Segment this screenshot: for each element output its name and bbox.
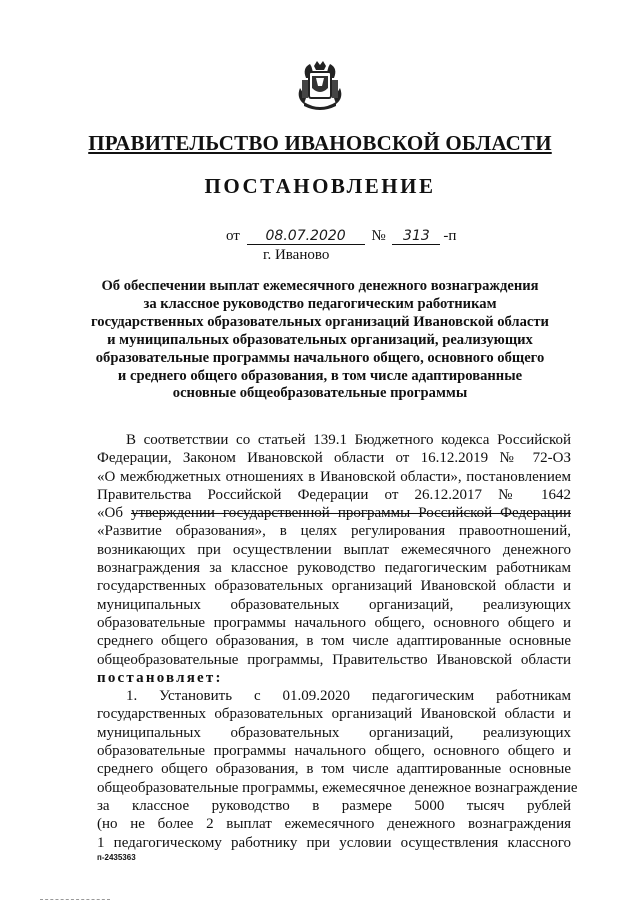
body-line: муниципальных образовательных организаций, реализующих [97, 596, 571, 613]
resolution-word: постановляет: [97, 669, 223, 686]
body-line: образовательные программы начального общего, основного общего и [97, 614, 571, 631]
body-text: «Об [97, 505, 131, 522]
subject-line: образовательные программы начального общего, основного общего [95, 349, 545, 366]
body-line: общеобразовательные программы, ежемесячное денежное вознаграждение [97, 779, 578, 796]
subject-line: основные общеобразовательные программы [172, 385, 468, 402]
body-line: Правительства Российской Федерации от 26.12.2017 № 1642 [97, 486, 571, 503]
document-body [97, 431, 578, 852]
document-type: ПОСТАНОВЛЕНИЕ [204, 174, 436, 198]
body-line: (но не более 2 выплат ежемесячного денежного вознаграждения [97, 816, 571, 833]
body-line: «О межбюджетных отношениях в Ивановской области», постановлением [97, 468, 571, 485]
body-line: муниципальных образовательных организаций, реализующих [97, 724, 571, 741]
subject-line: государственных образовательных организаций Ивановской области [91, 313, 549, 330]
body-line [97, 504, 571, 522]
body-line: 1 педагогическому работнику при условии осуществления классного [97, 834, 571, 851]
date-prefix: от [226, 228, 240, 244]
city: г. Иваново [263, 247, 330, 263]
coat-of-arms-emblem [292, 58, 348, 114]
body-line: среднего общего образования, в том числе адаптированные основные [97, 633, 571, 650]
body-line: 1. Установить с 01.09.2020 педагогическим работникам [126, 688, 571, 705]
body-line: вознаграждения за классное руководство педагогическим работникам [97, 560, 571, 577]
body-line: среднего общего образования, в том числе адаптированные основные [97, 761, 571, 778]
body-line: В соответствии со статьей 139.1 Бюджетного кодекса Российской [126, 432, 571, 448]
document-code: п-2435363 [97, 853, 136, 862]
body-line: общеобразовательные программы, Правительство Ивановской области [97, 651, 571, 668]
number-suffix: -п [443, 228, 457, 244]
body-line: «Развитие образования», в целях регулирования правоотношений, [97, 523, 571, 540]
body-line: Федерации, Законом Ивановской области от 16.12.2019 № 72-ОЗ [97, 450, 571, 467]
struck-text: утверждении государственной программы Российской Федерации [130, 505, 571, 522]
subject-line: Об обеспечении выплат ежемесячного денежного вознаграждения [101, 278, 539, 294]
body-line: возникающих при осуществлении выплат ежемесячного денежного [97, 541, 571, 558]
body-line: государственных образовательных организаций Ивановской области и [97, 706, 571, 723]
handwritten-number: 313 [392, 228, 440, 245]
body-line: государственных образовательных организаций Ивановской области и [97, 578, 571, 595]
document-subject [70, 278, 570, 403]
subject-line: за классное руководство педагогическим работникам [143, 295, 497, 312]
body-line: за классное руководство в размере 5000 тысяч рублей [97, 797, 571, 814]
handwritten-date: 08.07.2020 [247, 228, 365, 245]
scan-artifact [40, 899, 110, 900]
number-sign: № [371, 228, 386, 244]
subject-line: и муниципальных образовательных организаций, реализующих [107, 331, 533, 348]
body-line: образовательные программы начального общего, основного общего и [97, 743, 571, 760]
government-title: ПРАВИТЕЛЬСТВО ИВАНОВСКОЙ ОБЛАСТИ [88, 131, 552, 155]
subject-line: и среднего общего образования, в том числе адаптированные [117, 367, 523, 384]
date-number-line [226, 228, 456, 245]
